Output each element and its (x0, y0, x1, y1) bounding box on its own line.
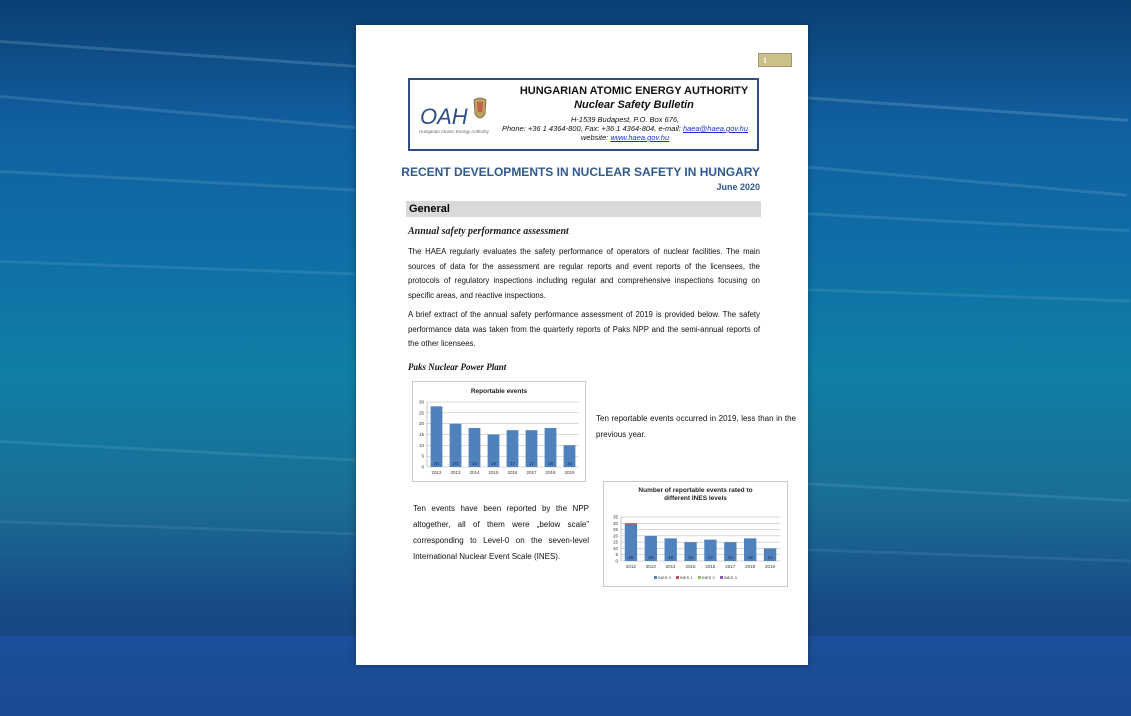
document-title: RECENT DEVELOPMENTS IN NUCLEAR SAFETY IN HUNGARY (401, 165, 760, 179)
x-tick-label: 2013 (450, 470, 461, 475)
x-tick-label: 2017 (526, 470, 537, 475)
subheading: Annual safety performance assessment (408, 226, 569, 237)
legend-swatch (698, 576, 701, 579)
y-tick-label: 25 (418, 410, 424, 416)
paragraph-intro: The HAEA regularly evaluates the safety performance of operators of nuclear facilities. The main sources of data for the assessment are regular reports and event reports of the licensees, the protocols of regulatory inspections including regular and comprehensive inspections focusing on specific areas, and reactive inspections. (408, 247, 760, 300)
ines-levels-chart (603, 481, 788, 587)
x-tick-label: 2016 (507, 470, 518, 475)
y-tick-label: 35 (612, 514, 618, 520)
y-tick-label: 0 (421, 464, 424, 470)
legend-entry: INES 3 (724, 575, 737, 580)
y-tick-label: 15 (418, 432, 424, 437)
data-label: 15 (490, 461, 497, 466)
website-line (494, 133, 756, 142)
y-tick-label: 25 (612, 527, 618, 533)
page-number: 1 (758, 53, 792, 67)
x-tick-label: 2015 (488, 470, 499, 475)
y-tick-label: 30 (418, 399, 424, 405)
data-label: 18 (471, 461, 478, 466)
reportable-events-chart (412, 381, 586, 482)
x-tick-label: 2019 (564, 470, 575, 475)
document-date: June 2020 (716, 182, 760, 192)
data-label: 20 (648, 555, 654, 560)
chart-title: Reportable events (470, 388, 528, 395)
phone-fax-text: Phone: +36 1 4364-800, Fax: +36 1 4364-804, e-mail: (502, 124, 683, 133)
y-tick-label: 0 (615, 558, 618, 564)
legend-entry: INES 1 (680, 575, 693, 580)
side-text-events: Ten reportable events occurred in 2019, less than in the previous year. (596, 414, 796, 439)
bulletin-header (408, 78, 759, 151)
legend-entry: INES 2 (702, 575, 715, 580)
data-label: 15 (727, 555, 733, 560)
logo-caption: Hungarian Atomic Energy Authority (419, 129, 489, 134)
legend-swatch (720, 576, 723, 579)
data-label: 18 (668, 555, 674, 560)
website-link[interactable]: www.haea.gov.hu (610, 133, 670, 142)
y-tick-label: 10 (612, 545, 618, 551)
data-label: 29 (628, 555, 634, 560)
bar (431, 406, 443, 467)
y-tick-label: 5 (421, 453, 424, 459)
data-label: 17 (509, 461, 516, 466)
phone-line (494, 124, 756, 133)
subheading-paks: Paks Nuclear Power Plant (408, 362, 507, 372)
y-tick-label: 5 (615, 552, 618, 558)
x-tick-label: 2012 (625, 564, 636, 569)
legend-swatch (676, 576, 679, 579)
data-label: 28 (433, 461, 440, 466)
section-header (406, 201, 761, 217)
paragraph-extract: A brief extract of the annual safety performance assessment of 2019 is provided below. The safety performance data was taken from the quarterly reports of Paks NPP and the semi-annual reports of the other licensees. (408, 310, 760, 348)
data-label: 20 (452, 461, 459, 466)
section-title: General (409, 203, 450, 215)
data-label: 15 (688, 555, 694, 560)
x-tick-label: 2013 (645, 564, 656, 569)
data-label: 10 (566, 461, 573, 466)
data-label: 18 (547, 461, 554, 466)
data-label: 17 (707, 555, 713, 560)
y-tick-label: 20 (612, 533, 618, 539)
bar-ines-1 (625, 523, 637, 524)
organization-name: HUNGARIAN ATOMIC ENERGY AUTHORITY (519, 85, 749, 97)
legend-swatch (654, 576, 657, 579)
chart-title-line1: Number of reportable events rated to (638, 487, 753, 494)
side-text-ines: Ten events have been reported by the NPP altogether, all of them were „below scale” corresponding to Level-0 on the seven-level International Nuclear Event Scale (INES). (413, 504, 589, 561)
x-tick-label: 2017 (725, 564, 736, 569)
chart-title-line2: different INES levels (664, 495, 727, 502)
address-line: H-1539 Budapest, P.O. Box 676, (570, 115, 680, 124)
svg-text:OAH: OAH (420, 104, 468, 129)
data-label: 10 (767, 555, 773, 560)
data-label: 17 (528, 461, 535, 466)
x-tick-label: 2018 (545, 470, 556, 475)
ines-levels-plot (604, 482, 787, 586)
x-tick-label: 2015 (685, 564, 696, 569)
x-tick-label: 2016 (705, 564, 716, 569)
y-tick-label: 10 (418, 442, 424, 448)
y-tick-label: 30 (612, 520, 618, 526)
contact-address (494, 115, 756, 142)
y-tick-label: 20 (418, 421, 424, 427)
reportable-events-plot (413, 382, 585, 481)
x-tick-label: 2012 (431, 470, 442, 475)
bulletin-name: Nuclear Safety Bulletin (574, 99, 694, 111)
website-prefix: website: (580, 133, 611, 142)
x-tick-label: 2014 (469, 470, 480, 475)
x-tick-label: 2018 (745, 564, 756, 569)
y-tick-label: 15 (612, 539, 618, 545)
x-tick-label: 2019 (765, 564, 776, 569)
data-label: 18 (747, 555, 753, 560)
email-link[interactable]: haea@haea.gov.hu (682, 124, 748, 133)
document-page (356, 25, 808, 665)
x-tick-label: 2014 (665, 564, 676, 569)
legend-entry: INES 0 (658, 575, 671, 580)
